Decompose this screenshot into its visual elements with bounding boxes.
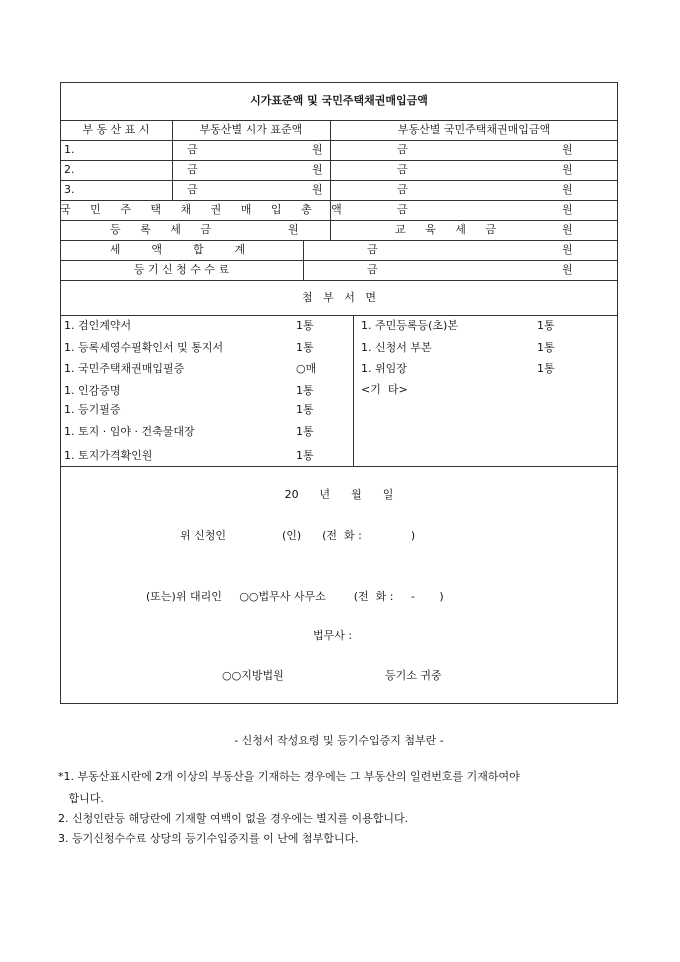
note-item: *1. 부동산표시란에 2개 이상의 부동산을 기재하는 경우에는 그 부동산의 일련번호를 기재하여야 bbox=[58, 770, 520, 783]
registry-recipient: 등기소 귀중 bbox=[385, 669, 442, 682]
attachment-name: 1. 등기필증 bbox=[64, 403, 121, 416]
fee-label: 등 기 신 청 수 수 료 bbox=[133, 263, 230, 276]
tax-sum-label: 세 액 합 계 bbox=[109, 243, 254, 256]
geum-label: 금 bbox=[397, 183, 408, 196]
attach-title: 첨 부 서 면 bbox=[302, 291, 376, 304]
attachment-qty: ○매 bbox=[296, 362, 317, 375]
attachment-qty: 1통 bbox=[537, 362, 555, 375]
attachment-qty: 1통 bbox=[296, 319, 314, 332]
attachment-qty: 1통 bbox=[296, 425, 314, 438]
won-label: 원 bbox=[562, 203, 573, 216]
agent-line: (또는)위 대리인 ○○법무사 사무소 (전 화 : - ) bbox=[146, 590, 444, 603]
note-item: 합니다. bbox=[58, 792, 104, 805]
geum-label: 금 bbox=[397, 203, 408, 216]
geum-label: 금 bbox=[397, 143, 408, 156]
won-label: 원 bbox=[562, 223, 573, 236]
header-standard-price: 부동산별 시가 표준액 bbox=[199, 123, 303, 136]
won-label: 원 bbox=[312, 163, 323, 176]
won-label: 원 bbox=[562, 163, 573, 176]
geum-label: 금 bbox=[367, 243, 378, 256]
won-label: 원 bbox=[312, 183, 323, 196]
attachment-name: 1. 주민등록등(초)본 bbox=[361, 319, 458, 332]
form-table bbox=[60, 82, 618, 704]
edu-tax-label: 교 육 세 금 bbox=[395, 223, 504, 236]
attachment-name: 1. 국민주택채권매입필증 bbox=[64, 362, 185, 375]
notes-heading: - 신청서 작성요령 및 등기수입증지 첨부란 - bbox=[234, 734, 444, 747]
attachment-qty: 1통 bbox=[296, 341, 314, 354]
attachment-name: 1. 신청서 부본 bbox=[361, 341, 432, 354]
attachment-qty: 1통 bbox=[296, 449, 314, 462]
attachment-qty: 1통 bbox=[537, 341, 555, 354]
won-label: 원 bbox=[562, 183, 573, 196]
attachment-name: 1. 토지가격확인원 bbox=[64, 449, 153, 462]
attachment-qty: 1통 bbox=[537, 319, 555, 332]
other-label: <기 타> bbox=[361, 383, 408, 396]
row-no: 1. bbox=[64, 143, 75, 156]
won-label: 원 bbox=[562, 243, 573, 256]
attachment-name: 1. 등록세영수필확인서 및 통지서 bbox=[64, 341, 224, 354]
note-item: 2. 신청인란등 해당란에 기재할 여백이 없을 경우에는 별지를 이용합니다. bbox=[58, 812, 409, 825]
lawyer-line: 법무사 : bbox=[313, 629, 353, 642]
geum-label: 금 bbox=[367, 263, 378, 276]
won-label: 원 bbox=[288, 223, 299, 236]
applicant-line: 위 신청인 (인) (전 화 : ) bbox=[180, 529, 416, 542]
geum-label: 금 bbox=[187, 143, 198, 156]
attachment-name: 1. 위임장 bbox=[361, 362, 407, 375]
won-label: 원 bbox=[562, 143, 573, 156]
attachment-name: 1. 인감증명 bbox=[64, 384, 121, 397]
won-label: 원 bbox=[562, 263, 573, 276]
row-no: 2. bbox=[64, 163, 75, 176]
bond-total-label: 국 민 주 택 채 권 매 입 총 액 bbox=[60, 203, 350, 216]
form-title: 시가표준액 및 국민주택채권매입금액 bbox=[250, 94, 428, 107]
attachment-qty: 1통 bbox=[296, 384, 314, 397]
header-property: 부 동 산 표 시 bbox=[82, 123, 150, 136]
reg-tax-label: 등 록 세 금 bbox=[110, 223, 219, 236]
won-label: 원 bbox=[312, 143, 323, 156]
attachment-name: 1. 검인계약서 bbox=[64, 319, 132, 332]
geum-label: 금 bbox=[397, 163, 408, 176]
header-bond-amount: 부동산별 국민주택채권매입금액 bbox=[397, 123, 551, 136]
geum-label: 금 bbox=[187, 163, 198, 176]
row-no: 3. bbox=[64, 183, 75, 196]
geum-label: 금 bbox=[187, 183, 198, 196]
attachment-name: 1. 토지 · 임야 · 건축물대장 bbox=[64, 425, 195, 438]
attachment-qty: 1통 bbox=[296, 403, 314, 416]
court-name: ○○지방법원 bbox=[222, 669, 284, 682]
date-line: 20 년 월 일 bbox=[284, 488, 394, 501]
note-item: 3. 등기신청수수료 상당의 등기수입증지를 이 난에 첨부합니다. bbox=[58, 832, 359, 845]
